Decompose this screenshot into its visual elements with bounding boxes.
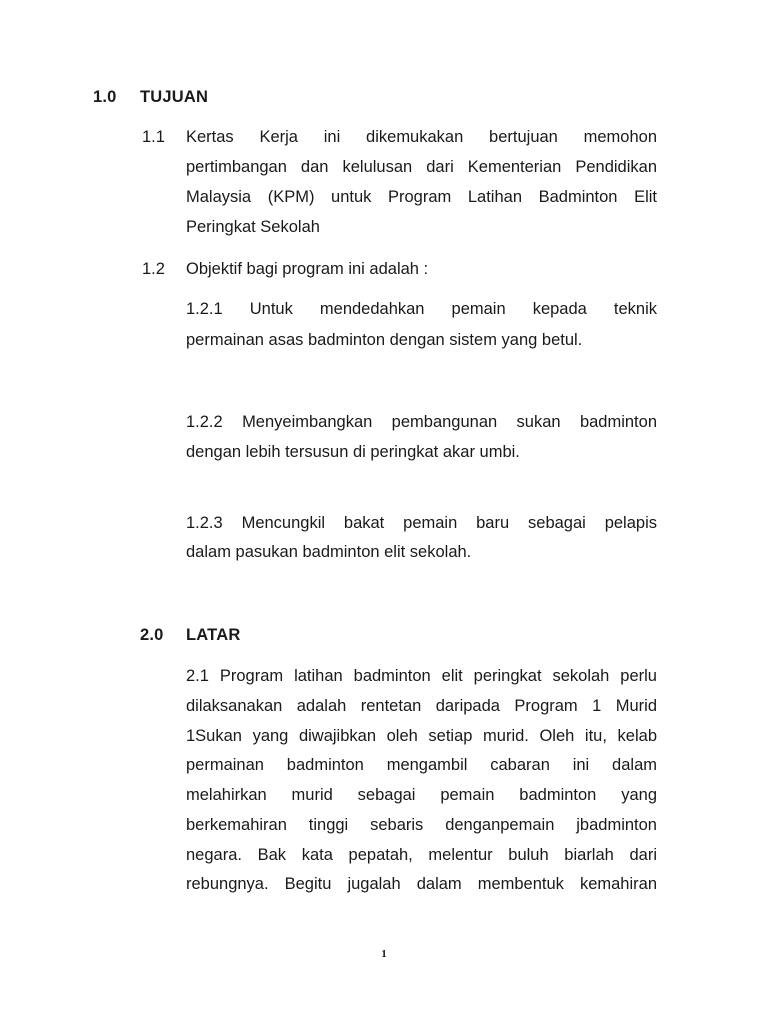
page-number: 1 xyxy=(381,948,387,960)
subitem-1-2-2-line-1: 1.2.2 Menyeimbangkan pembangunan sukan badminton xyxy=(186,413,657,431)
paragraph-2-1-line-5: melahirkan murid sebagai pemain badminton yang xyxy=(186,786,657,804)
paragraph-2-1-line-2: dilaksanakan adalah rentetan daripada Program 1 Murid xyxy=(186,697,657,715)
paragraph-2-1-line-4: permainan badminton mengambil cabaran ini dalam xyxy=(186,756,657,774)
paragraph-2-1-line-8: rebungnya. Begitu jugalah dalam membentuk kemahiran xyxy=(186,875,657,893)
item-1-1-line-3: Malaysia (KPM) untuk Program Latihan Badminton Elit xyxy=(186,188,657,206)
subitem-1-2-3-line-2: dalam pasukan badminton elit sekolah. xyxy=(186,543,472,561)
section-1-number: 1.0 xyxy=(93,88,117,106)
section-1-title: TUJUAN xyxy=(140,88,209,106)
subitem-1-2-1-line-1: 1.2.1 Untuk mendedahkan pemain kepada teknik xyxy=(186,300,657,318)
subitem-1-2-1-line-2: permainan asas badminton dengan sistem yang betul. xyxy=(186,331,583,349)
subitem-1-2-2-line-2: dengan lebih tersusun di peringkat akar umbi. xyxy=(186,443,520,461)
item-1-1-line-1: Kertas Kerja ini dikemukakan bertujuan memohon xyxy=(186,128,657,146)
paragraph-2-1-line-7: negara. Bak kata pepatah, melentur buluh biarlah dari xyxy=(186,846,657,864)
subitem-1-2-3-line-1: 1.2.3 Mencungkil bakat pemain baru sebagai pelapis xyxy=(186,514,657,532)
item-1-1-line-2: pertimbangan dan kelulusan dari Kementerian Pendidikan xyxy=(186,158,657,176)
item-1-1-line-4: Peringkat Sekolah xyxy=(186,218,320,236)
item-1-2-text: Objektif bagi program ini adalah : xyxy=(186,260,429,278)
paragraph-2-1-line-3: 1Sukan yang diwajibkan oleh setiap murid. Oleh itu, kelab xyxy=(186,727,657,745)
paragraph-2-1-line-1: 2.1 Program latihan badminton elit peringkat sekolah perlu xyxy=(186,667,657,685)
section-2-number: 2.0 xyxy=(140,626,164,644)
section-2-title: LATAR xyxy=(186,626,241,644)
item-1-1-number: 1.1 xyxy=(142,128,165,146)
item-1-2-number: 1.2 xyxy=(142,260,165,278)
paragraph-2-1-line-6: berkemahiran tinggi sebaris denganpemain jbadminton xyxy=(186,816,657,834)
